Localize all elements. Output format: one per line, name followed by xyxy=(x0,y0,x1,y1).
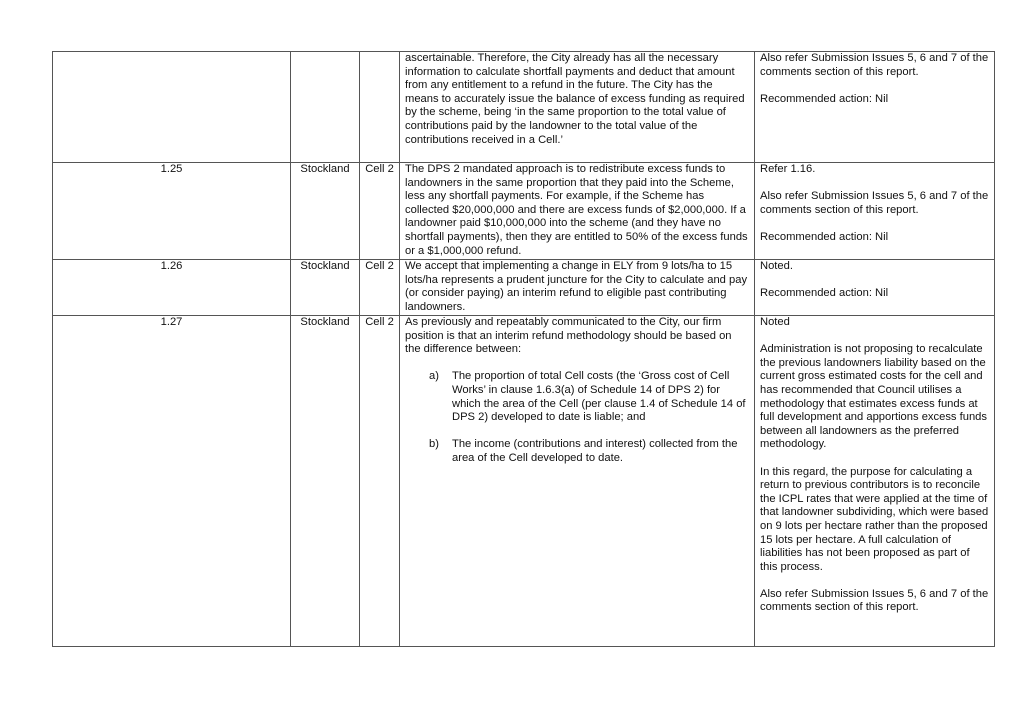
cell-number-cell: Cell 2 xyxy=(360,316,400,647)
response-paragraph: Noted. xyxy=(760,260,793,272)
item-number-cell: 1.26 xyxy=(53,260,291,316)
list-marker: a) xyxy=(429,370,439,383)
submission-text-cell xyxy=(400,52,755,163)
submission-paragraph: As previously and repeatably communicated to the City, our firm position is that an interim refund methodology should be based on the difference between: xyxy=(405,316,735,356)
submitter-cell: Stockland xyxy=(291,260,360,316)
list-item-text: The proportion of total Cell costs (the ‘Gross cost of Cell Works’ in clause 1.6.3(a) of Schedule 14 of DPS 2) for which the area of the Cell (per clause 1.4 of Schedule 14 of DPS 2) developed to date is liable; and xyxy=(452,370,746,424)
response-paragraph: Noted xyxy=(760,316,790,328)
submitter-cell: Stockland xyxy=(291,316,360,647)
submitter-cell: Stockland xyxy=(291,163,360,260)
list-item-text: The income (contributions and interest) collected from the area of the Cell developed to date. xyxy=(452,438,738,464)
table-row xyxy=(53,163,995,260)
submission-paragraph: ascertainable. Therefore, the City already has all the necessary information to calculate shortfall payments and deduct that amount from any entitlement to a refund in the future. The City has the means to accurately issue the balance of excess funding as required by the scheme, being ‘in the same proportion to the total value of contributions paid by the landowner to the total value of the contributions received in a Cell.’ xyxy=(405,52,748,146)
list-item xyxy=(405,438,749,465)
submission-text-cell xyxy=(400,316,755,647)
response-paragraph: Refer 1.16. xyxy=(760,163,816,175)
item-number-cell: 1.27 xyxy=(53,316,291,647)
response-text-cell xyxy=(755,316,995,647)
item-number-cell xyxy=(53,52,291,163)
submission-paragraph: We accept that implementing a change in ELY from 9 lots/ha to 15 lots/ha represents a prudent juncture for the City to calculate and pay (or consider paying) an interim refund to eligible past contributing landowners. xyxy=(405,260,751,313)
response-text-cell xyxy=(755,260,995,316)
list-item xyxy=(405,370,749,424)
cell-number-cell: Cell 2 xyxy=(360,163,400,260)
response-paragraph: Also refer Submission Issues 5, 6 and 7 of the comments section of this report. xyxy=(760,52,992,78)
response-paragraph: Also refer Submission Issues 5, 6 and 7 of the comments section of this report. xyxy=(760,190,992,216)
response-text-cell xyxy=(755,52,995,163)
list-marker: b) xyxy=(429,438,439,451)
response-paragraph: Also refer Submission Issues 5, 6 and 7 of the comments section of this report. xyxy=(760,587,992,614)
table-row xyxy=(53,260,995,316)
submission-text-cell xyxy=(400,260,755,316)
submission-text-cell xyxy=(400,163,755,260)
submitter-cell xyxy=(291,52,360,163)
cell-number-cell: Cell 2 xyxy=(360,260,400,316)
response-paragraph: In this regard, the purpose for calculating a return to previous contributors is to reconcile the ICPL rates that were applied at the time of that landowner subdividing, which were based on 9 lots per hectare rather than the proposed 15 lots per hectare. A full calculation of liabilities has not been proposed as part of this process. xyxy=(760,465,992,573)
table-row xyxy=(53,316,995,647)
methodology-list xyxy=(405,370,749,465)
recommended-action: Recommended action: Nil xyxy=(760,287,889,300)
response-paragraph: Administration is not proposing to recalculate the previous landowners liability based on the current gross estimated costs for the cell and has recommended that Council utilises a methodology that estimates excess funds at full development and apportions excess funds between all landowners as the preferred methodology. xyxy=(760,343,991,451)
response-text-cell xyxy=(755,163,995,260)
recommended-action: Recommended action: Nil xyxy=(760,92,889,105)
table-row xyxy=(53,52,995,163)
cell-number-cell xyxy=(360,52,400,163)
submissions-table xyxy=(52,51,995,647)
recommended-action: Recommended action: Nil xyxy=(760,230,889,243)
submission-paragraph: The DPS 2 mandated approach is to redistribute excess funds to landowners in the same proportion that they paid into the Scheme, less any shortfall payments. For example, if the Scheme has collected $20,000,000 and there are excess funds of $2,000,000. If a landowner paid $10,000,000 into the scheme (and they have no shortfall payments), then they are entitled to 50% of the excess funds or a $1,000,000 refund. xyxy=(405,163,751,257)
item-number-cell: 1.25 xyxy=(53,163,291,260)
